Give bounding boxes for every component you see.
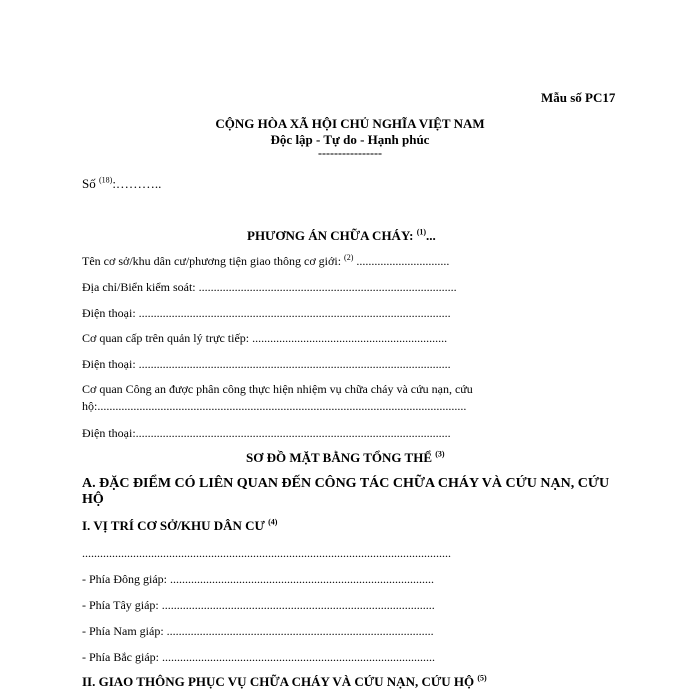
police-agency-label-line1: Cơ quan Công an được phân công thực hiện nhiệm vụ chữa cháy và cứu nạn, cứu (82, 382, 473, 396)
facility-name-dots: ............................... (353, 254, 450, 268)
facility-name-note: (2) (344, 253, 354, 262)
section-a-heading-line1: A. ĐẶC ĐIỂM CÓ LIÊN QUAN ĐẾN CÔNG TÁC CHỮA CHÁY VÀ CỨU NẠN, CỨU (82, 476, 610, 491)
document-number (82, 176, 161, 192)
site-plan-heading (246, 450, 445, 466)
phone-2-dots: ........................................................................................................ (135, 357, 451, 371)
section-ii-text: II. GIAO THÔNG PHỤC VỤ CHỮA CHÁY VÀ CỨU NẠN, CỨU HỘ (82, 674, 475, 689)
plan-title-note: (1) (416, 227, 427, 237)
plan-title-tail: ... (426, 228, 436, 243)
motto: Độc lập - Tự do - Hạnh phúc (270, 132, 430, 147)
east-border-label: - Phía Đông giáp: (82, 572, 167, 586)
police-agency-dots: ........................................................................................................................... (97, 399, 467, 413)
location-blank-line: ........................................................................................................................... (82, 546, 451, 560)
superior-agency-label: Cơ quan cấp trên quản lý trực tiếp: (82, 331, 250, 345)
section-a-heading-line2: HỘ (82, 492, 104, 507)
phone-1-dots: ........................................................................................................ (135, 306, 451, 320)
phone-field-3 (82, 426, 451, 441)
plan-title (247, 228, 436, 244)
superior-agency-field (82, 331, 447, 346)
west-border-dots: ........................................................................................... (158, 598, 435, 612)
site-plan-text: SƠ ĐỒ MẶT BẰNG TỔNG THỂ (246, 450, 433, 465)
plan-title-text: PHƯƠNG ÁN CHỮA CHÁY: (247, 228, 414, 243)
police-agency-field (82, 399, 466, 414)
south-border-field (82, 624, 434, 639)
east-border-dots: ........................................................................................ (167, 572, 434, 586)
phone-field-1 (82, 306, 451, 321)
section-i-heading (82, 518, 277, 534)
address-field (82, 280, 457, 295)
phone-3-dots: ......................................................................................................... (135, 426, 451, 440)
north-border-dots: ........................................................................................... (158, 650, 435, 664)
number-dots: :……….. (112, 176, 162, 191)
address-dots: ...................................................................................... (195, 280, 457, 294)
number-label: Số (82, 176, 96, 191)
facility-name-label: Tên cơ sở/khu dân cư/phương tiện giao thông cơ giới: (82, 254, 342, 268)
motto-rule: ---------------- (318, 146, 382, 160)
phone-2-label: Điện thoại: (82, 357, 136, 371)
west-border-field (82, 598, 435, 613)
west-border-label: - Phía Tây giáp: (82, 598, 159, 612)
south-border-label: - Phía Nam giáp: (82, 624, 164, 638)
phone-1-label: Điện thoại: (82, 306, 136, 320)
north-border-field (82, 650, 435, 665)
section-i-text: I. VỊ TRÍ CƠ SỞ/KHU DÂN CƯ (82, 518, 265, 533)
east-border-field (82, 572, 434, 587)
south-border-dots: ......................................................................................... (163, 624, 434, 638)
section-i-note: (4) (268, 517, 278, 527)
superior-agency-dots: ................................................................. (249, 331, 448, 345)
section-ii-note: (5) (477, 673, 487, 683)
site-plan-note: (3) (435, 449, 445, 459)
phone-3-label: Điện thoại: (82, 426, 136, 440)
number-note: (18) (98, 175, 113, 185)
form-code: Mẫu số PC17 (541, 90, 616, 105)
address-label: Địa chỉ/Biển kiểm soát: (82, 280, 196, 294)
national-title: CỘNG HÒA XÃ HỘI CHỦ NGHĨA VIỆT NAM (215, 116, 485, 131)
phone-field-2 (82, 357, 451, 372)
facility-name-field (82, 254, 449, 269)
police-agency-label-line2: hộ: (82, 399, 98, 413)
north-border-label: - Phía Bắc giáp: (82, 650, 159, 664)
section-ii-heading (82, 674, 487, 690)
